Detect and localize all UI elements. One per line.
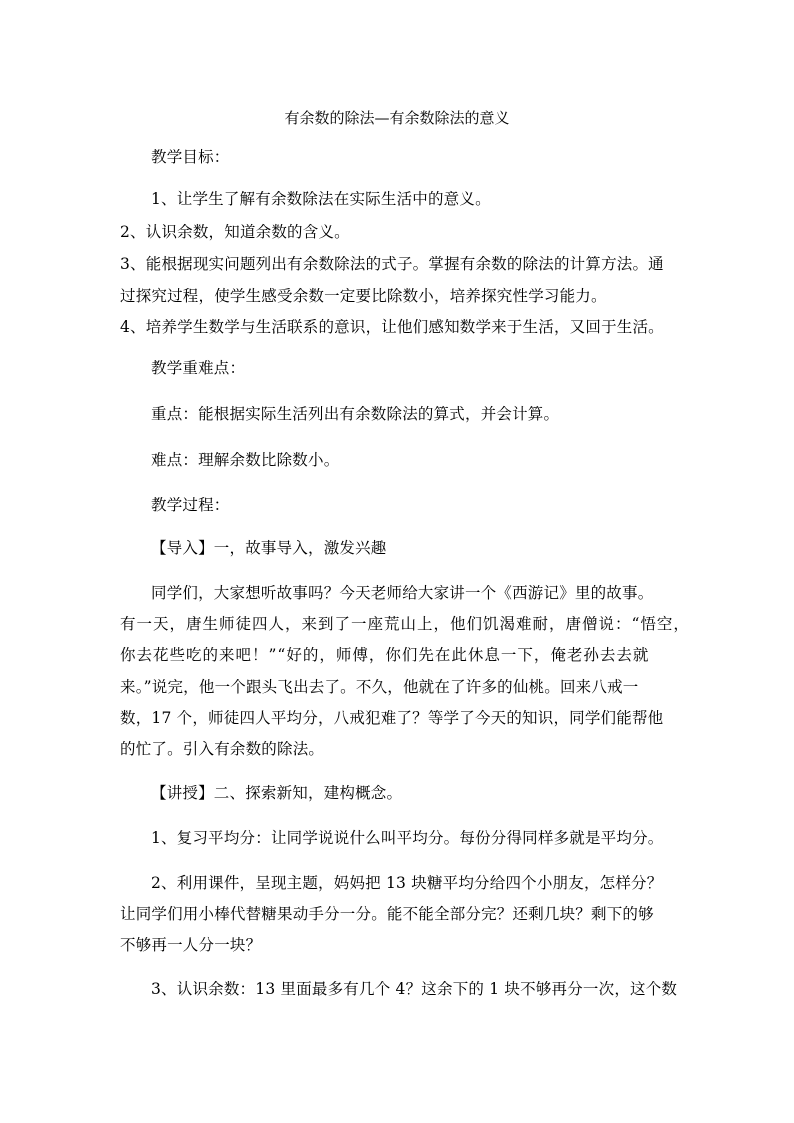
difficult-point: 难点：理解余数比除数小。: [151, 451, 340, 469]
teaching-step-2-line-2: 让同学们用小棒代替糖果动手分一分。能不能全部分完？还剩几块？剩下的够: [120, 905, 654, 923]
section-heading-process: 教学过程：: [151, 496, 230, 514]
teaching-step-1: 1、复习平均分：让同学说说什么叫平均分。每份分得同样多就是平均分。: [151, 829, 664, 847]
objective-1: 1、让学生了解有余数除法在实际生活中的意义。: [151, 190, 491, 208]
story-line-3: 你去花些吃的来吧！”“好的，师傅，你们先在此休息一下，俺老孙去去就: [120, 646, 650, 664]
page-title: 有余数的除法—有余数除法的意义: [284, 109, 510, 127]
teaching-step-2-line-1: 2、利用课件，呈现主题，妈妈把 13 块糖平均分给四个小朋友，怎样分？: [151, 874, 663, 892]
objective-3-line-2: 过探究过程，使学生感受余数一定要比除数小，培养探究性学习能力。: [120, 287, 607, 305]
objective-2: 2、认识余数，知道余数的含义。: [120, 223, 350, 241]
teaching-step-2-line-3: 不够再一人分一块？: [120, 936, 262, 954]
story-line-2: 有一天，唐生师徒四人，来到了一座荒山上，他们饥渴难耐，唐僧说：“悟空，: [120, 615, 690, 633]
teaching-heading: 【讲授】二、探索新知，建构概念。: [151, 784, 403, 802]
story-line-5: 数，17 个，师徒四人平均分，八戒犯难了？等学了今天的知识，同学们能帮他: [120, 709, 664, 727]
teaching-step-3: 3、认识余数：13 里面最多有几个 4？这余下的 1 块不够再分一次，这个数: [151, 980, 678, 998]
section-heading-objectives: 教学目标：: [151, 148, 230, 166]
section-heading-key-points: 教学重难点：: [151, 359, 246, 377]
intro-heading: 【导入】一，故事导入，激发兴趣: [151, 539, 387, 557]
story-line-6: 的忙了。引入有余数的除法。: [120, 740, 325, 758]
story-line-4: 来。”说完，他一个跟头飞出去了。不久，他就在了许多的仙桃。回来八戒一: [120, 678, 639, 696]
story-line-1: 同学们，大家想听故事吗？今天老师给大家讲一个《西游记》里的故事。: [151, 584, 654, 602]
key-point: 重点：能根据实际生活列出有余数除法的算式，并会计算。: [151, 405, 560, 423]
objective-3-line-1: 3、能根据现实问题列出有余数除法的式子。掌握有余数的除法的计算方法。通: [120, 255, 664, 273]
objective-4: 4、培养学生数学与生活联系的意识，让他们感知数学来于生活，又回于生活。: [120, 318, 664, 336]
